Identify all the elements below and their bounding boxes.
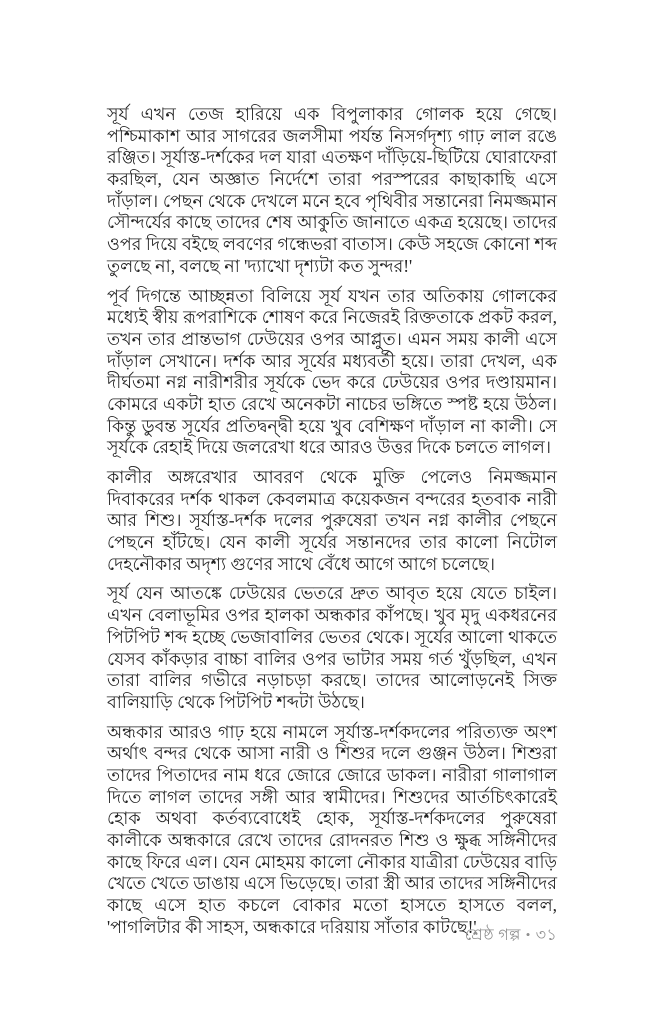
footer-bullet-separator: • [525,927,531,942]
page-footer [465,926,557,945]
footer-page-number: ৩১ [535,927,557,944]
body-text [107,104,557,946]
paragraph-3: কালীর অঙ্গরেখার আবরণ থেকে মুক্তি পেলেও নিমজ্জমান দিবাকরের দর্শক থাকল কেবলমাত্র কয়েকজন বন্দরের হতবাক নারী আর শিশু। সূর্যাস্ত-দর্শক দলের পুরুষেরা তখন নগ্ন কালীর পেছনে পেছনে হাঁটছে। যেন কালী সূর্যের সন্তানদের তার কালো নিটোল দেহনৌকার অদৃশ্য গুণের সাথে বেঁধে আগে আগে চলেছে। [107,467,557,574]
paragraph-1: সূর্য এখন তেজ হারিয়ে এক বিপুলাকার গোলক হয়ে গেছে। পশ্চিমাকাশ আর সাগরের জলসীমা পর্যন্ত নিসর্গদৃশ্য গাঢ় লাল রঙে রঞ্জিত। সূর্যাস্ত-দর্শকের দল যারা এতক্ষণ দাঁড়িয়ে-ছিটিয়ে ঘোরাফেরা করছিল, যেন অজ্ঞাত নির্দেশে তারা পরস্পরের কাছাকাছি এসে দাঁড়াল। পেছন থেকে দেখলে মনে হবে পৃথিবীর সন্তানেরা নিমজ্জমান সৌন্দর্যের কাছে তাদের শেষ আকুতি জানাতে একত্র হয়েছে। তাদের ওপর দিয়ে বইছে লবণের গন্ধেভরা বাতাস। কেউ সহজে কোনো শব্দ তুলছে না, বলছে না 'দ্যাখো দৃশ্যটা কত সুন্দর!' [107,104,557,276]
paragraph-2: পূর্ব দিগন্তে আচ্ছন্নতা বিলিয়ে সূর্য যখন তার অতিকায় গোলকের মধ্যেই স্বীয় রূপরাশিকে শোষণ করে নিজেরই রিক্ততাকে প্রকট করল, তখন তার প্রান্তভাগ ঢেউয়ের ওপর আপ্লুত। এমন সময় কালী এসে দাঁড়াল সেখানে। দর্শক আর সূর্যের মধ্যবর্তী হয়ে। তারা দেখল, এক দীর্ঘতমা নগ্ন নারীশরীর সূর্যকে ভেদ করে ঢেউয়ের ওপর দণ্ডায়মান। কোমরে একটা হাত রেখে অনেকটা নাচের ভঙ্গিতে স্পষ্ট হয়ে উঠল। কিন্তু ডুবন্ত সূর্যের প্রতিদ্বন্দ্বী হয়ে খুব বেশিক্ষণ দাঁড়াল না কালী। সে সূর্যকে রেহাই দিয়ে জলরেখা ধরে আরও উত্তর দিকে চলতে লাগল। [107,285,557,458]
paragraph-5: অন্ধকার আরও গাঢ় হয়ে নামলে সূর্যাস্ত-দর্শকদলের পরিত্যক্ত অংশ অর্থাৎ বন্দর থেকে আসা নারী ও শিশুর দলে গুঞ্জন উঠল। শিশুরা তাদের পিতাদের নাম ধরে জোরে জোরে ডাকল। নারীরা গালাগাল দিতে লাগল তাদের সঙ্গী আর স্বামীদের। শিশুদের আর্তচিৎকারেই হোক অথবা কর্তব্যবোধেই হোক, সূর্যাস্ত-দর্শকদলের পুরুষেরা কালীকে অন্ধকারে রেখে তাদের রোদনরত শিশু ও ক্ষুব্ধ সঙ্গিনীদের কাছে ফিরে এল। যেন মোহময় কালো নৌকার যাত্রীরা ঢেউয়ের বাড়ি খেতে খেতে ডাঙায় এসে ভিড়েছে। তারা স্ত্রী আর তাদের সঙ্গিনীদের কাছে এসে হাত কচলে বোকার মতো হাসতে হাসতে বলল, 'পাগলিটার কী সাহস, অন্ধকারে দরিয়ায় সাঁতার কাটছে!' [107,721,557,937]
footer-book-title: শ্রেষ্ঠ গল্প [464,927,521,944]
paragraph-4: সূর্য যেন আতঙ্কে ঢেউয়ের ভেতরে দ্রুত আবৃত হয়ে যেতে চাইল। এখন বেলাভূমির ওপর হালকা অন্ধকার কাঁপছে। খুব মৃদু একধরনের পিটপিট শব্দ হচ্ছে ভেজাবালির ভেতর থেকে। সূর্যের আলো থাকতে যেসব কাঁকড়ার বাচ্চা বালির ওপর ভাটার সময় গর্ত খুঁড়ছিল, এখন তারা বালির গভীরে নড়াচড়া করছে। তাদের আলোড়নেই সিক্ত বালিয়াড়ি থেকে পিটপিট শব্দটা উঠছে। [107,583,557,712]
